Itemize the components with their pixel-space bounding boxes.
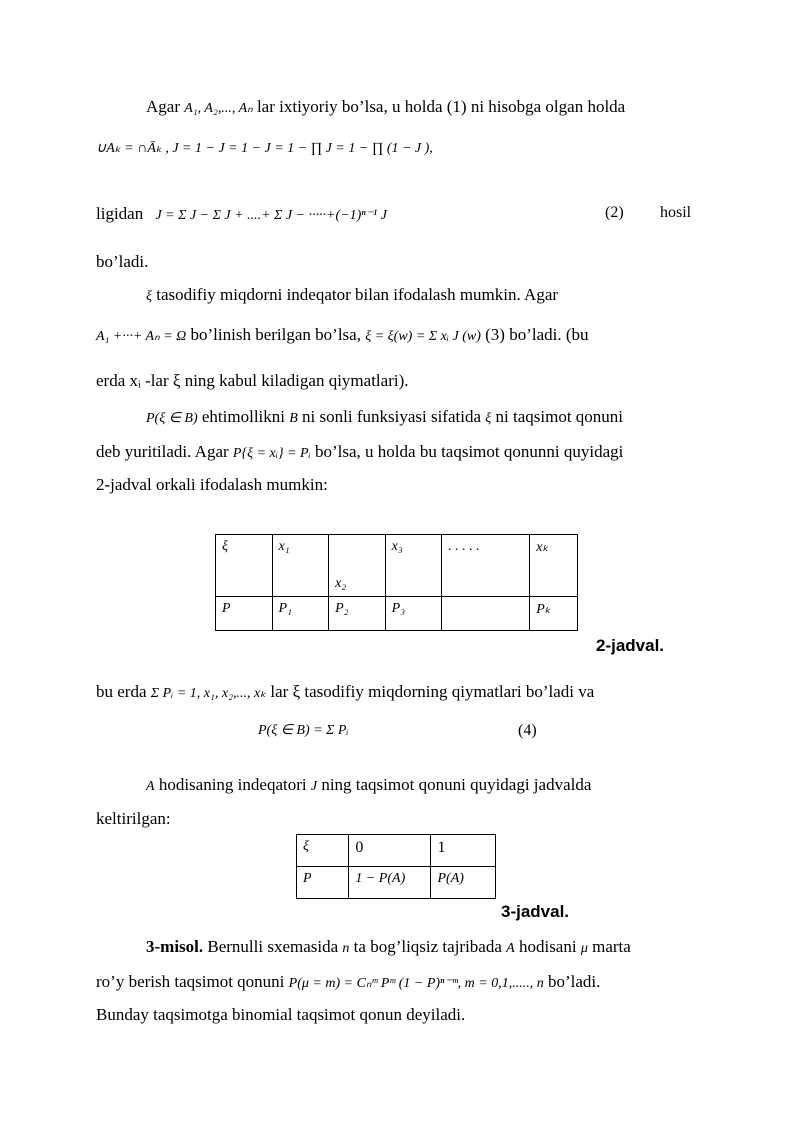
math-J: J bbox=[310, 779, 318, 794]
table-cell: P(A) bbox=[431, 867, 496, 899]
text: deb yuritiladi. Agar bbox=[96, 442, 229, 461]
table-cell: ξ bbox=[297, 835, 349, 867]
text: Bunday taqsimotga binomial taqsimot qonun deyiladi. bbox=[96, 1005, 466, 1024]
table-cell: x₃ bbox=[385, 535, 442, 597]
caption-table-3: 3-jadval. bbox=[501, 902, 570, 921]
paragraph-10 bbox=[96, 802, 698, 835]
xi-symbol: ξ bbox=[485, 411, 492, 426]
formula-2: J = Σ J − Σ J + ....+ Σ J − ·····+(−1)ⁿ⁻¹ J bbox=[155, 208, 387, 223]
table-cell: P bbox=[297, 867, 349, 899]
table-cell: P₁ bbox=[272, 597, 329, 631]
equation-number-4: (4) bbox=[518, 722, 537, 739]
math-B: B bbox=[289, 411, 298, 426]
text: bo’linish berilgan bo’lsa, bbox=[190, 325, 361, 344]
text: bo’ladi. (bu bbox=[509, 325, 589, 344]
caption-table-2: 2-jadval. bbox=[596, 636, 665, 655]
paragraph-3b bbox=[96, 318, 698, 353]
paragraph-7 bbox=[96, 468, 698, 501]
formula-4: P(ξ ∈ B) = Σ Pᵢ bbox=[258, 723, 349, 738]
math-vars: A₁, A₂,..., Aₙ bbox=[184, 101, 253, 116]
text: Agar bbox=[146, 97, 180, 116]
text: hodisaning indeqatori bbox=[158, 775, 307, 794]
table-cell: Pₖ bbox=[530, 597, 578, 631]
equation-number-3: (3) bbox=[485, 325, 505, 344]
formula-partition: A₁ +···+ Aₙ = Ω bbox=[96, 329, 187, 344]
text: lar ixtiyoriy bo’lsa, u holda (1) ni hisobga olgan holda bbox=[256, 97, 626, 116]
paragraph-4 bbox=[96, 364, 698, 397]
table-cell: 1 bbox=[431, 835, 496, 867]
math-n: n bbox=[342, 941, 350, 956]
table-cell: . . . . . bbox=[442, 535, 530, 597]
table-2 bbox=[215, 534, 578, 631]
text: marta bbox=[592, 937, 631, 956]
table-row bbox=[297, 867, 496, 899]
example-3-line3 bbox=[96, 998, 698, 1031]
table-cell: x₁ bbox=[272, 535, 329, 597]
text: hodisani bbox=[518, 937, 577, 956]
table-cell: P bbox=[216, 597, 273, 631]
formula-pxi: P{ξ = xᵢ} = Pᵢ bbox=[232, 446, 311, 461]
paragraph-1 bbox=[96, 90, 698, 125]
paragraph-3 bbox=[96, 278, 698, 313]
example-label: 3-misol. bbox=[146, 937, 204, 956]
text: 2-jadval orkali ifodalash mumkin: bbox=[96, 475, 328, 494]
table-row bbox=[297, 835, 496, 867]
table-cell: ξ bbox=[216, 535, 273, 597]
text: ni sonli funksiyasi sifatida bbox=[302, 407, 482, 426]
text: ta bog’liqsiz tajribada bbox=[353, 937, 502, 956]
table-3 bbox=[296, 834, 496, 899]
example-3 bbox=[96, 930, 698, 965]
formula-sum: Σ Pᵢ = 1, x₁, x₂,..., xₖ bbox=[150, 686, 267, 701]
math-A: A bbox=[146, 779, 155, 794]
table-cell: P₃ bbox=[385, 597, 442, 631]
math-mu: μ bbox=[580, 941, 588, 956]
formula-prob: P(ξ ∈ B) bbox=[146, 411, 198, 426]
paragraph-6 bbox=[96, 435, 698, 470]
text: erda xᵢ -lar ξ ning kabul kiladigan qiymatlari). bbox=[96, 371, 409, 390]
table-cell: 1 − P(A) bbox=[349, 867, 431, 899]
text: ni taqsimot qonuni bbox=[495, 407, 624, 426]
formula-3: ξ = ξ(w) = Σ xᵢ J (w) bbox=[365, 329, 481, 344]
text: lar ξ tasodifiy miqdorning qiymatlari bo’ladi va bbox=[270, 682, 595, 701]
paragraph-9 bbox=[96, 768, 698, 803]
text: ligidan bbox=[96, 204, 144, 223]
text-hosil: hosil bbox=[660, 204, 692, 221]
table-row bbox=[216, 535, 578, 597]
paragraph-5 bbox=[96, 400, 698, 435]
paragraph-8 bbox=[96, 675, 698, 710]
example-3-line2 bbox=[96, 965, 698, 1000]
xi-symbol: ξ bbox=[146, 289, 152, 304]
equation-number-2: (2) bbox=[605, 204, 624, 221]
text: ning taqsimot qonuni quyidagi jadvalda bbox=[321, 775, 592, 794]
table-cell: 0 bbox=[349, 835, 431, 867]
text: Bernulli sxemasida bbox=[207, 937, 339, 956]
text: bu erda bbox=[96, 682, 147, 701]
math-A: A bbox=[506, 941, 515, 956]
text: keltirilgan: bbox=[96, 809, 171, 828]
text: ehtimollikni bbox=[201, 407, 285, 426]
formula-1: ∪Aₖ = ∩Āₖ , J = 1 − J = 1 − J = 1 − ∏ J = 1 − ∏ (1 − J ), bbox=[96, 141, 433, 156]
table-cell: P₂ bbox=[329, 597, 386, 631]
text: ro’y berish taqsimot qonuni bbox=[96, 972, 285, 991]
table-cell: x₂ bbox=[329, 535, 386, 597]
table-cell: xₖ bbox=[530, 535, 578, 597]
paragraph-2-end bbox=[96, 245, 698, 278]
text: bo’ladi. bbox=[547, 972, 601, 991]
text: tasodifiy miqdorni indeqator bilan ifodalash mumkin. Agar bbox=[156, 285, 559, 304]
table-cell bbox=[442, 597, 530, 631]
table-row bbox=[216, 597, 578, 631]
text: bo’lsa, u holda bu taqsimot qonunni quyidagi bbox=[315, 442, 624, 461]
text: bo’ladi. bbox=[96, 252, 149, 271]
formula-binomial: P(μ = m) = Cₙᵐ Pᵐ (1 − P)ⁿ⁻ᵐ, m = 0,1,....., n bbox=[288, 976, 544, 991]
